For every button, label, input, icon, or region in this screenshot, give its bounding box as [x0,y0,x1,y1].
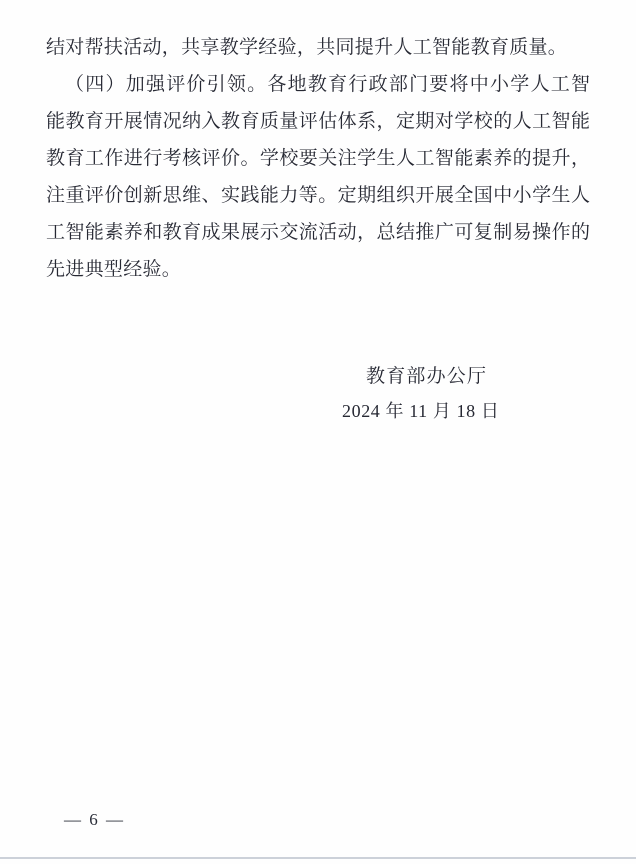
page-bottom-edge-line [0,857,636,859]
body-line-paragraph-end: 先进典型经验。 [46,259,182,280]
signature-office: 教育部办公厅 [366,366,488,387]
document-body [46,29,590,288]
body-line: 注重评价创新思维、实践能力等。定期组织开展全国中小学生人 [46,185,590,206]
body-line: 工智能素养和教育成果展示交流活动，总结推广可复制易操作的 [46,222,590,243]
page-number: — 6 — [64,810,125,829]
body-line: 教育工作进行考核评价。学校要关注学生人工智能素养的提升， [46,148,590,169]
body-line-section-heading: （四）加强评价引领。各地教育行政部门要将中小学人工智 [65,74,590,95]
body-line: 能教育开展情况纳入教育质量评估体系，定期对学校的人工智能 [46,111,590,132]
signature-date: 2024 年 11 月 18 日 [342,401,500,421]
body-line-paragraph-end: 结对帮扶活动，共享教学经验，共同提升人工智能教育质量。 [46,37,568,58]
